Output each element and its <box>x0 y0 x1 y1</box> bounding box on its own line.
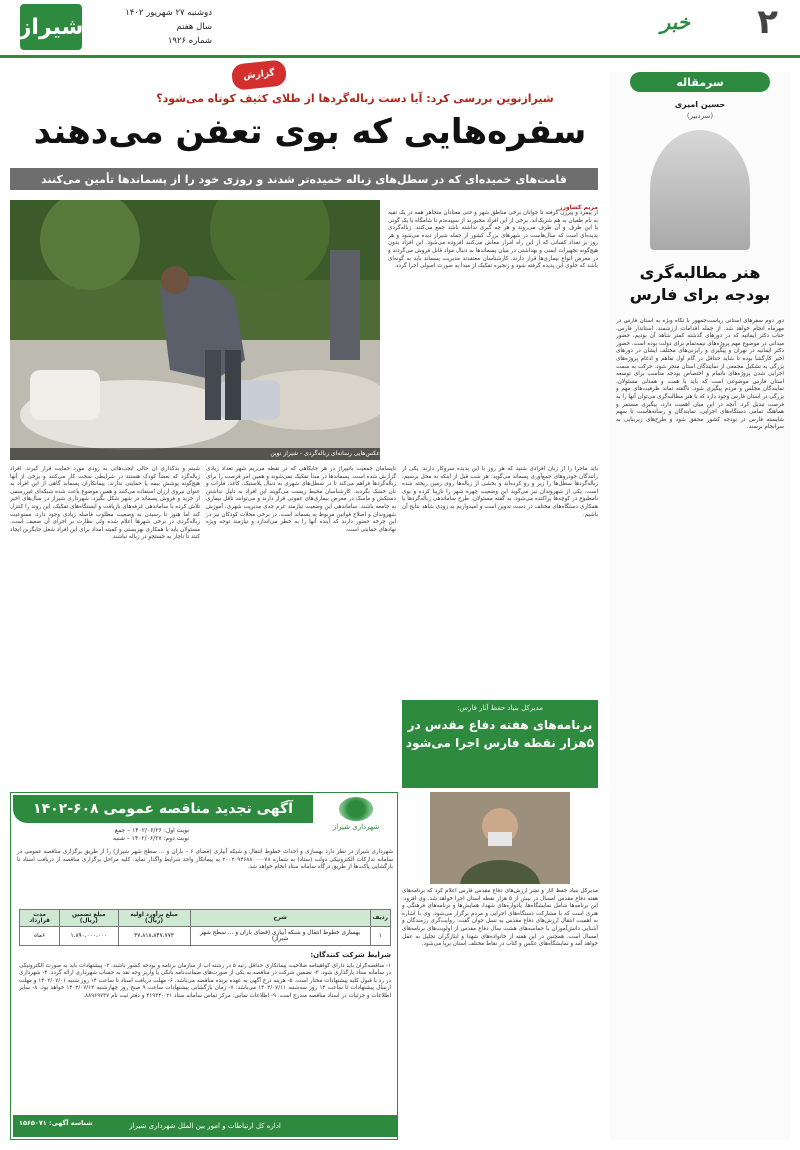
ad-footer: اداره کل ارتباطات و امور بین الملل شهرداری شیراز <box>13 1115 397 1137</box>
article-author-tag: مریم کشاورز <box>559 204 598 211</box>
page-number: ۲ <box>757 2 778 42</box>
ad-col-header: مدت قرارداد <box>20 910 60 927</box>
portrait-illustration <box>430 792 570 884</box>
ad-col-header: ردیف <box>370 910 390 927</box>
ad-title: آگهی تجدید مناقصه عمومی ۶۰۸-۱۴۰۲ <box>13 795 313 823</box>
municipality-logo <box>317 795 395 845</box>
article-kicker: شیرازنوین بررسی کرد: آیا دست زباله‌گردها از طلای کثیف کوتاه می‌شود؟ <box>156 92 554 105</box>
ad-publication-dates <box>19 827 189 843</box>
ad-cell: ۱ <box>370 927 390 946</box>
ad-col-header: مبلغ تضمین (ریال) <box>60 910 118 927</box>
article-column-c: باید ماجرا را از زبان افرادی شنید که هر روز با این پدیده سروکار دارند. یکی از رانندگان خودروهای جمع‌آوری پسماند می‌گوید: هر شب قبل از اینکه به محل برسیم، زباله‌گردها سطل‌ها را زیر و رو کرده‌اند و بخشی از زباله‌ها روی زمین ریخته شده است. یکی از شهروندان نیز می‌گوید این وضعیت چهره شهر را نازیبا کرده و بوی نامطبوع در کوچه‌ها پراکنده می‌شود. به گفته مسئولان، طرح ساماندهی زباله‌گردها با همکاری دستگاه‌های مختلف در دست تدوین است و امیدواریم به زودی شاهد نتایج آن باشیم. <box>402 466 598 518</box>
article-column-top: از پیمرد و پیرزن گرفته تا جوانان برخی مناطق شهر و حتی معتادان متجاهر همه در یک تقیه به نام طغیان به هم شریک‌اند. برخی از این افراد مجبورند از سپیده‌دم تا شامگاه با یک گونی یا این طرف و آن طرف می‌روند و هر چه گیری نداشته باشد جمع می‌کنند. زباله‌گردی پدیده‌ای است که سال‌هاست در شهرهای بزرگ کشور از جمله شیراز دیده می‌شود و هر روز بر تعداد کسانی که از این راه امرار معاش می‌کنند افزوده می‌شود. این افراد بدون هیچ‌گونه تجهیزات ایمنی و بهداشتی در میان پسماندها به دنبال مواد قابل فروش می‌گردند و در معرض انواع بیماری‌ها قرار دارند. کارشناسان معتقدند مدیریت پسماند باید به گونه‌ای باشد که جلوی این پدیده گرفته شود و زنجیره تفکیک از مبدأ به صورت اصولی اجرا گردد. <box>388 210 598 270</box>
ad-cell: ۶ماه <box>20 927 60 946</box>
issue-date: دوشنبه ۲۷ شهریور ۱۴۰۲ <box>125 8 212 18</box>
issue-year: سال هفتم <box>176 22 212 32</box>
editorial-title: هنر مطالبه‌گری بودجه برای فارس <box>629 263 771 304</box>
table-row <box>20 927 391 946</box>
page-header <box>0 0 800 58</box>
news-kicker: مدیرکل بنیاد حفظ آثار فارس: <box>457 704 543 712</box>
article-column-a: شبنم و بدگذاری آن حالی ایجب‌هائی به زودی مورد حمایت قرار گیرند. افراد زباله‌گرد که بعضاً کودک هستند در شرایطی سخت کار می‌کنند و برخی از آنها هیچ‌گونه پوشش بیمه یا حمایتی ندارند. پیمانکاران پسماند گاهی از این افراد به عنوان نیروی ارزان استفاده می‌کنند و همین موضوع باعث شده شبکه‌ای غیررسمی از خرید و فروش پسماند در شهر شکل بگیرد. شهرداری شیراز در سال‌های اخیر تلاش کرده با ساماندهی غرفه‌های بازیافت و ایستگاه‌های تفکیک، این روند را کنترل کند اما هنوز تا رسیدن به وضعیت مطلوب فاصله زیادی وجود دارد. ممنوعیت زباله‌گردی در برخی شهرها اعلام شده ولی نظارت بر اجرای آن ضعیف است. مسئولان باید با همکاری بهزیستی و کمیته امداد برای این افراد شغل جایگزین ایجاد کنند تا ناچار به جستجو در زباله نباشند. <box>10 466 200 541</box>
author-name: حسین امیری <box>674 100 726 109</box>
author-photo <box>650 130 750 250</box>
issue-number: شماره ۱۹۲۶ <box>167 36 212 46</box>
article-subhead: قامت‌های خمیده‌ای که در سطل‌های زباله خمیده‌تر شدند و روزی خود را از پسماندها تأمین می‌کنند <box>10 168 598 190</box>
editorial-body: دور دوم سفرهای استانی ریاست‌جمهور با نگاه ویژه به استان فارس در مهرماه انجام خواهد شد. از جمله اقدامات ارزشمند، استاندار فارس، جناب دکتر ایمانیه که در دورهای گذشته کمتر شاهد آن بودیم، حضور میدانی در موضوع مهم پروژه‌های نیمه‌تمام برای دولت بوده است. حضور دکتر ایمانیه در تهران و پیگیری و رایزنی‌های مختلف ایشان در دورهای اخیر کارگشا بوده تا شاید حداقل در گام اول تفاهم و ادغام پروژه‌های بزرگی به تشکیل مجمعی از نمایندگان استان منجر شود. حرکت به سمت اجرایی شدن پروژه‌های ناتمام و اختصاص بودجه مناسب برای توسعه استان فارس موضوعی است که باید با همت و همدلی مسئولان، نمایندگان مجلس و مردم پیگیری شود. ناگفته نماند ظرفیت‌های مهم و بزرگی در استان فارس وجود دارد که با هنر مطالبه‌گری می‌توان آنها را به فرصت تبدیل کرد. آنچه در این میان اهمیت دارد، پیگیری مستمر و هماهنگ تمامی دستگاه‌های اجرایی، نمایندگان و رسانه‌هاست تا سهم شایسته فارس در بودجه کشور محقق شود و طرح‌های زیربنایی به سرانجام برسند. <box>616 318 784 431</box>
tender-advertisement <box>10 792 398 1140</box>
garbage-scene-illustration <box>10 200 380 460</box>
report-badge: گزارش <box>231 59 287 91</box>
photo-caption: عکس‌هایی رسانه‌ای زباله‌گردی - شیراز نوین <box>10 448 380 460</box>
ad-table <box>19 909 391 946</box>
ad-cell: ۱،۸۹۰،۰۰۰،۰۰۰ <box>60 927 118 946</box>
ad-code: شناسه آگهی: ۱۵۶۵۰۷۱ <box>19 1119 93 1127</box>
news-title: برنامه‌های هفته دفاع مقدس در ۵هزار نقطه فارس اجرا می‌شود <box>405 718 595 750</box>
article-headline: سفره‌هایی که بوی تعفن می‌دهند <box>33 112 587 152</box>
newspaper-logo: شیراز <box>20 4 82 50</box>
ad-cell: بهسازی خطوط انتقال و شبکه آبیاری (فضای باران و ... سطح شهر شیراز) <box>190 927 370 946</box>
article-photo <box>10 200 380 460</box>
article-column-b: ناپسامان جمعیت بانیپراژ در هر جایگاهی که در نقطه می‌ریم شهر تعداد زیادی گزارش شده است. پسماندها در مبدأ تفکیک نمی‌شوند و همین امر فرصت را برای زباله‌گردها فراهم می‌کند تا در سطل‌های شهری به دنبال پلاستیک، کاغذ، فلزات و نان خشک بگردند. کارشناسان محیط زیست می‌گویند این افراد به دلیل نداشتن دستکش و ماسک در معرض بیماری‌های عفونی قرار دارند و می‌توانند ناقل بیماری به جامعه باشند. ساماندهی این وضعیت نیازمند عزم جدی مدیریت شهری، آموزش شهروندان و اصلاح قوانین مربوط به پسماند است. در برخی محلات کودکان نیز در این چرخه حضور دارند که آینده آنها را به خطر می‌اندازد و نیازمند توجه ویژه نهادهای حمایتی است. <box>206 466 396 533</box>
news-body: مدیرکل بنیاد حفظ آثار و نشر ارزش‌های دفاع مقدس فارس اعلام کرد که برنامه‌های هفته دفاع مقدس امسال در بیش از ۵ هزار نقطه استان اجرا خواهد شد. وی افزود: این برنامه‌ها شامل نمایشگاه‌ها، یادواره‌های شهدا، همایش‌ها و برنامه‌های فرهنگی و هنری است که با مشارکت دستگاه‌های اجرایی و مردم برگزار می‌شود. وی با اشاره به اهمیت انتقال ارزش‌های دفاع مقدس به نسل جوان گفت: روایت‌گری رزمندگان و آشنایی دانش‌آموزان با حماسه‌های هشت سال دفاع مقدس از اولویت‌های برنامه‌های امسال است. همچنین در این هفته از خانواده‌های شهدا و ایثارگران تجلیل به عمل خواهد آمد و نمایشگاه‌های عکس و کتاب در نقاط مختلف استان برپا می‌شود. <box>402 888 598 948</box>
ad-cell: ۳۷،۸۱۸،۸۴۷،۷۷۳ <box>118 927 190 946</box>
author-role: (سردبیر) <box>686 112 714 120</box>
editorial-label: سرمقاله <box>630 72 770 92</box>
issue-info <box>92 6 212 48</box>
ad-col-header: شرح <box>190 910 370 927</box>
logo-text: شهرداری شیراز <box>332 823 380 831</box>
editorial-column <box>610 72 790 1140</box>
ad-conditions: ۱- مناقصه‌گران باید دارای گواهینامه صلاحیت پیمانکاری حداقل رتبه ۵ در رشته آب از سازمان برنامه و بودجه کشور باشند. ۲- پیشنهادات باید به صورت الکترونیکی در سامانه ستاد بارگذاری شود. ۳- تضمین شرکت در مناقصه به یکی از صورت‌های ضمانت‌نامه بانکی یا واریز وجه نقد به حساب شهرداری ارائه گردد. ۴- شهرداری در رد یا قبول کلیه پیشنهادات مختار است. ۵- هزینه درج آگهی به عهده برنده مناقصه می‌باشد. ۶- مهلت دریافت اسناد تا ساعت ۱۴ روز شنبه ۱۴۰۲/۰۷/۰۱ و مهلت ارسال پیشنهادات تا ساعت ۱۴ روز سه‌شنبه ۱۴۰۲/۰۷/۱۱ می‌باشد. ۷- زمان بازگشایی پیشنهادات ساعت ۹ صبح روز چهارشنبه ۱۴۰۲/۰۷/۱۲ خواهد بود. ۸- سایر اطلاعات و جزئیات در اسناد مناقصه مندرج است. ۹- اطلاعات تماس: مرکز تماس سامانه ستاد ۰۲۱-۴۱۹۳۴ و دفتر ثبت نام ۸۸۹۶۹۷۳۷. <box>19 963 391 999</box>
ad-intro: شهرداری شیراز در نظر دارد بهسازی و احداث خطوط انتقال و شبکه آبیاری (فضای ۶ – باران و ... سطح شهر شیراز) را از طریق برگزاری مناقصه عمومی در سامانه تدارکات الکترونیکی دولت (ستاد) به شماره ۲۰۰۲۰۹۴۶۸۸۰۰۰۰۷۸ به پیمانکار واجد شرایط واگذار نماید. کلیه مراحل برگزاری مناقصه از دریافت اسناد تا بازگشایی پاکت‌ها از طریق درگاه سامانه ستاد انجام خواهد شد. <box>17 849 394 871</box>
news-photo <box>430 792 570 884</box>
ad-conditions-title: شرایط شرکت کنندگان: <box>310 951 391 959</box>
leaf-icon <box>339 797 373 821</box>
ad-date-first: نوبت اول: ۱۴۰۲/۰۶/۲۶ – جمع <box>114 827 189 834</box>
section-label: خبر <box>660 10 690 34</box>
ad-date-second: نوبت دوم: ۱۴۰۲/۰۶/۲۷ – شنبه <box>113 835 189 842</box>
ad-col-header: مبلغ برآورد اولیه (ریال) <box>118 910 190 927</box>
